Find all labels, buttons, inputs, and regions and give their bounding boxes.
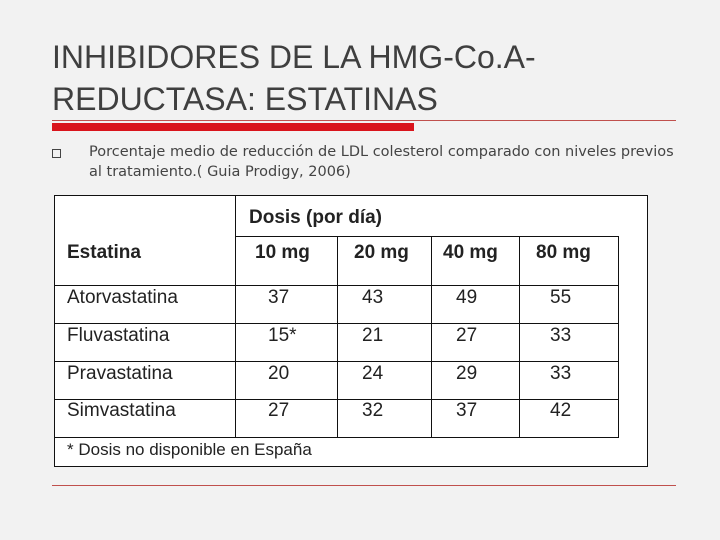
table-cell: 42 bbox=[550, 400, 572, 421]
table-footnote: * Dosis no disponible en España bbox=[67, 440, 312, 459]
table-gridline bbox=[55, 437, 619, 438]
slide-title-line-1: INHIBIDORES DE LA HMG-Co.A- bbox=[52, 39, 536, 75]
table-cell: 33 bbox=[550, 325, 572, 346]
table-cell: 49 bbox=[456, 287, 478, 308]
table-gridline bbox=[337, 236, 338, 438]
row-name-simvastatina: Simvastatina bbox=[67, 400, 176, 421]
table-cell: 15* bbox=[268, 325, 297, 346]
table-gridline bbox=[519, 236, 520, 438]
table-gridline bbox=[55, 323, 619, 324]
square-bullet-icon bbox=[52, 149, 61, 158]
table-cell: 27 bbox=[268, 400, 290, 421]
table-cell: 29 bbox=[456, 363, 478, 384]
table-gridline bbox=[55, 285, 619, 286]
table-cell: 24 bbox=[362, 363, 384, 384]
slide-title-line-2: REDUCTASA: ESTATINAS bbox=[52, 81, 438, 117]
table-cell: 37 bbox=[456, 400, 478, 421]
statin-column-header: Estatina bbox=[67, 242, 141, 263]
table-cell: 33 bbox=[550, 363, 572, 384]
title-divider-line bbox=[52, 120, 676, 121]
table-cell: 55 bbox=[550, 287, 572, 308]
dose-header-80mg: 80 mg bbox=[536, 242, 591, 263]
table-gridline bbox=[55, 361, 619, 362]
row-name-atorvastatina: Atorvastatina bbox=[67, 287, 178, 308]
table-cell: 27 bbox=[456, 325, 478, 346]
table-cell: 20 bbox=[268, 363, 290, 384]
dose-header-40mg: 40 mg bbox=[443, 242, 498, 263]
title-accent-bar bbox=[52, 123, 414, 131]
footer-divider-line bbox=[52, 485, 676, 486]
table-cell: 43 bbox=[362, 287, 384, 308]
table-cell: 32 bbox=[362, 400, 384, 421]
table-gridline bbox=[618, 236, 619, 438]
dose-header-20mg: 20 mg bbox=[354, 242, 409, 263]
table-cell: 37 bbox=[268, 287, 290, 308]
table-gridline bbox=[235, 196, 236, 438]
dose-group-header: Dosis (por día) bbox=[249, 207, 383, 228]
row-name-pravastatina: Pravastatina bbox=[67, 363, 173, 384]
slide-title bbox=[52, 36, 692, 120]
table-gridline bbox=[235, 236, 619, 237]
table-gridline bbox=[431, 236, 432, 438]
row-name-fluvastatina: Fluvastatina bbox=[67, 325, 170, 346]
dose-header-10mg: 10 mg bbox=[255, 242, 310, 263]
bullet-text: Porcentaje medio de reducción de LDL colesterol comparado con niveles previos al tratamiento.( Guia Prodigy, 2006) bbox=[89, 144, 674, 180]
table-cell: 21 bbox=[362, 325, 384, 346]
statin-table bbox=[54, 195, 648, 467]
